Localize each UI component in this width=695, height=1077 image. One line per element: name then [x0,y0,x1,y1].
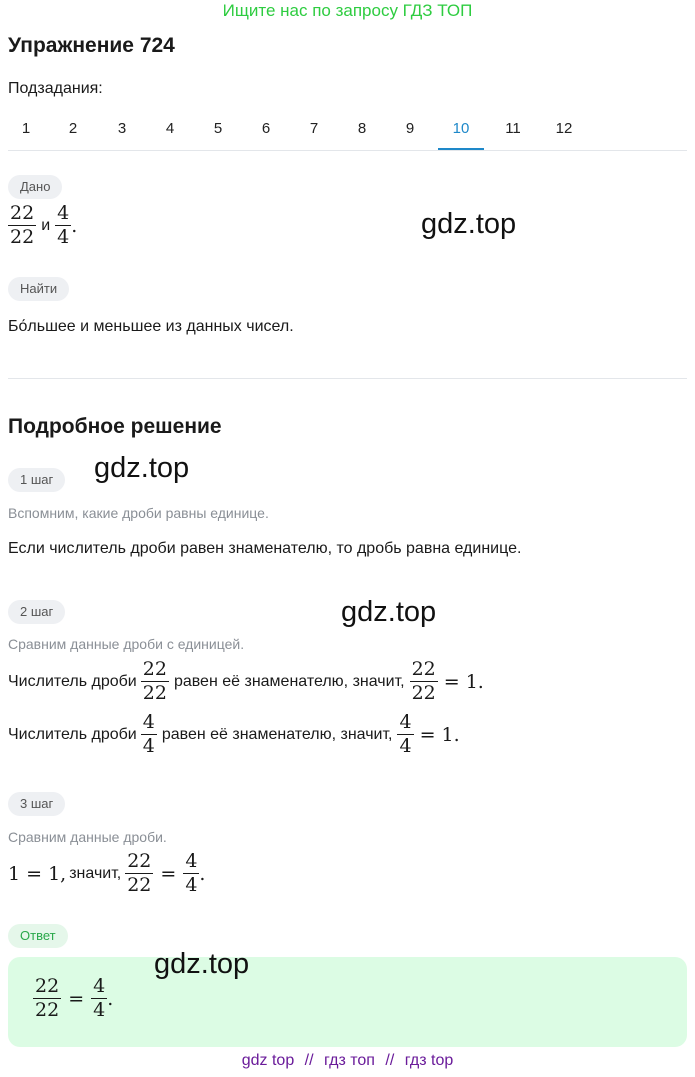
fraction [55,204,71,247]
page-title: Упражнение 724 [8,34,175,57]
equals-one: = 1. [443,670,484,693]
given-badge: Дано [8,175,62,199]
fraction [125,852,153,895]
footer-separator: // [385,1052,395,1069]
numerator: 22 [142,658,167,680]
numerator: 4 [185,850,198,872]
tab-12[interactable]: 12 [555,120,573,137]
step-1-hint: Вспомним, какие дроби равны единице. [8,505,269,521]
fraction [91,977,107,1020]
divider [8,378,687,379]
text: равен её знаменателю, значит, [173,672,405,690]
step-2-line-2 [8,713,460,756]
denominator: 4 [57,226,70,248]
step-1-badge: 1 шаг [8,468,65,492]
fraction [141,713,157,756]
tab-5[interactable]: 5 [213,120,223,137]
tab-3[interactable]: 3 [117,120,127,137]
denominator: 22 [35,999,60,1021]
solution-title: Подробное решение [8,415,222,438]
step-3-expression [8,852,205,895]
period: . [71,214,78,237]
tab-1[interactable]: 1 [21,120,31,137]
subtask-tabs [8,108,687,151]
fraction [397,713,413,756]
denominator: 4 [399,735,412,757]
step-1-text: Если числитель дроби равен знаменателю, то дробь равна единице. [8,540,522,557]
numerator: 4 [142,711,155,733]
watermark: gdz.top [421,208,517,240]
denominator: 4 [185,874,198,896]
text: равен её знаменателю, значит, [161,725,393,743]
numerator: 4 [57,202,70,224]
denominator: 4 [142,735,155,757]
equals-one: = 1. [419,723,460,746]
watermark: gdz.top [154,948,250,980]
tab-10[interactable]: 10 [438,108,484,150]
watermark: gdz.top [94,452,190,484]
given-expression [8,204,77,247]
step-2-badge: 2 шаг [8,600,65,624]
footer-links [0,1052,695,1070]
tab-11[interactable]: 11 [505,120,521,137]
search-banner: Ищите нас по запросу ГДЗ ТОП [222,1,473,20]
denominator: 4 [93,999,106,1021]
text: Числитель дроби [8,672,137,690]
text: Числитель дроби [8,725,137,743]
fraction [33,977,61,1020]
tab-8[interactable]: 8 [357,120,367,137]
watermark: gdz.top [341,596,437,628]
answer-expression [33,977,113,1020]
footer-separator: // [304,1052,314,1069]
step-3-badge: 3 шаг [8,792,65,816]
numerator: 22 [10,202,35,224]
find-badge: Найти [8,277,69,301]
find-text: Бо́льшее и меньшее из данных чисел. [8,318,294,335]
denominator: 22 [411,682,436,704]
denominator: 22 [142,682,167,704]
tab-6[interactable]: 6 [261,120,271,137]
numerator: 22 [127,850,152,872]
denominator: 22 [10,226,35,248]
tab-7[interactable]: 7 [309,120,319,137]
denominator: 22 [127,874,152,896]
step-2-line-1 [8,660,484,703]
step-3-hint: Сравним данные дроби. [8,829,167,845]
fraction [410,660,438,703]
fraction [183,852,199,895]
tab-9[interactable]: 9 [405,120,415,137]
text: значит, [69,864,122,882]
step-2-hint: Сравним данные дроби с единицей. [8,636,245,652]
answer-badge: Ответ [8,924,68,948]
numerator: 22 [35,975,60,997]
fraction [141,660,169,703]
footer-link-gdz-top-ru[interactable]: гдз топ [324,1052,375,1069]
subtasks-label: Подзадания: [8,80,103,97]
numerator: 22 [411,658,436,680]
footer-link-gdz-top[interactable]: gdz top [241,1052,295,1069]
period: . [199,862,206,885]
tab-2[interactable]: 2 [68,120,78,137]
footer-link-gdz-top-mixed[interactable]: гдз top [404,1052,454,1069]
numerator: 4 [399,711,412,733]
equals-sign: = [68,987,85,1010]
period: . [107,987,114,1010]
tab-4[interactable]: 4 [165,120,175,137]
numerator: 4 [93,975,106,997]
connector-text: и [41,216,51,234]
math-text: 1 = 1, [8,862,67,885]
fraction [8,204,36,247]
equals-sign: = [160,862,177,885]
